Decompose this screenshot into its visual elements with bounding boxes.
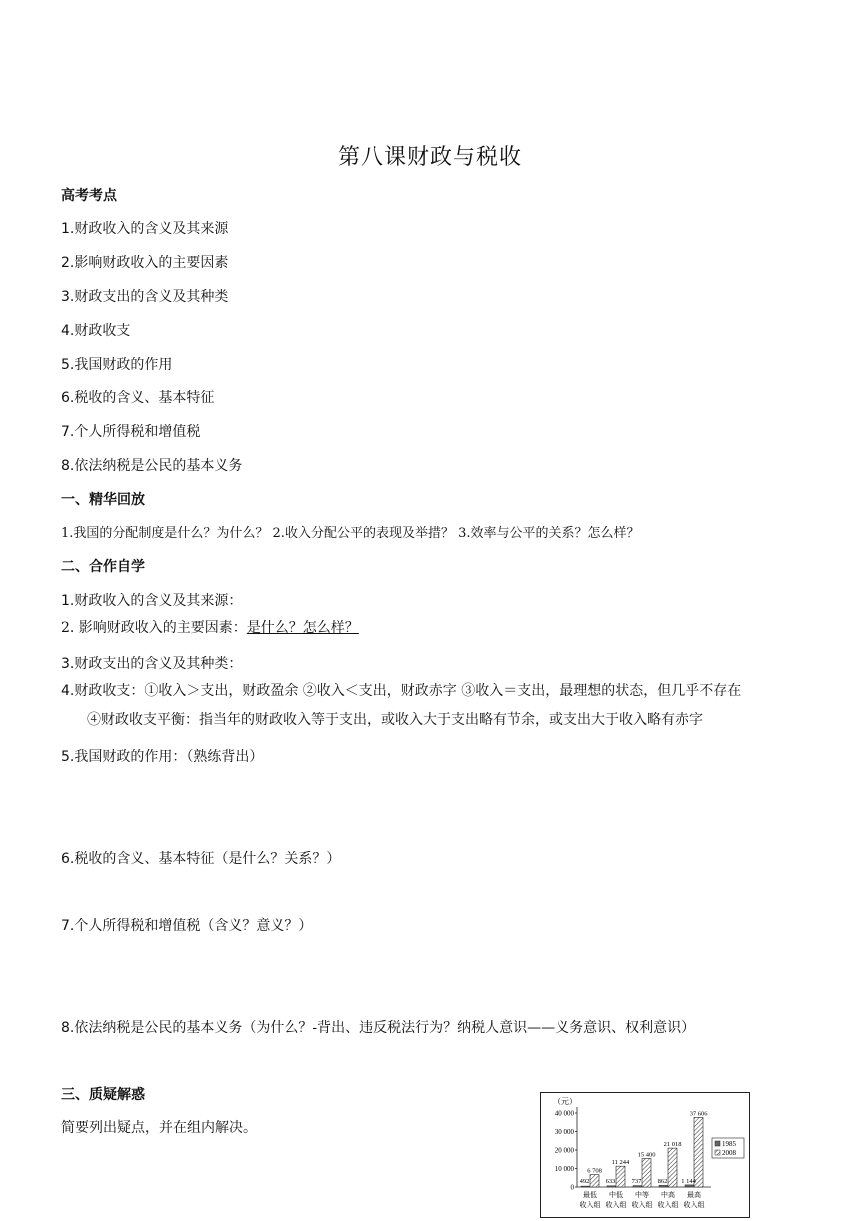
section2-heading: 二、合作自学 <box>61 559 145 575</box>
kaodian-item-text: 个人所得税和增值税 <box>74 424 201 440</box>
q7-number: 7. <box>61 918 75 934</box>
q3-text: 财政支出的含义及其种类： <box>74 656 243 672</box>
kaodian-heading: 高考考点 <box>61 188 117 204</box>
data-label-2008: 37 606 <box>689 1110 708 1118</box>
legend-swatch-2008 <box>715 1150 720 1155</box>
q4-number: 4. <box>61 683 75 699</box>
section1-questions: 1.我国的分配制度是什么？为什么？ 2.收入分配公平的表现及举措？ 3.效率与公平的关系？怎么样？ <box>61 526 640 541</box>
data-label-1985: 633 <box>605 1178 616 1185</box>
legend-swatch-1985 <box>715 1141 720 1146</box>
chart-svg <box>541 1093 749 1217</box>
bar-1985 <box>581 1186 590 1187</box>
kaodian-item-text: 依法纳税是公民的基本义务 <box>74 458 243 474</box>
category-label-line1: 最高 <box>687 1191 701 1199</box>
q3-item <box>61 653 242 673</box>
category-label-line2: 收入组 <box>605 1201 627 1209</box>
kaodian-item-text: 影响财政收入的主要因素 <box>74 255 229 271</box>
section3-text: 简要列出疑点，并在组内解决。 <box>61 1120 257 1136</box>
q5-number: 5. <box>61 749 75 765</box>
data-label-2008: 6 708 <box>587 1167 602 1175</box>
legend-label-1985: 1985 <box>722 1140 736 1148</box>
q1-item <box>61 590 242 610</box>
kaodian-item-number: 8. <box>61 458 75 474</box>
q2-item <box>61 617 359 637</box>
q1-number: 1. <box>61 593 75 609</box>
q2-underlined-prompt: 是什么？怎么样？ <box>246 620 359 636</box>
kaodian-item <box>61 387 214 407</box>
q6-number: 6. <box>61 851 75 867</box>
bar-1985 <box>633 1186 642 1187</box>
q5-text: 我国财政的作用：（熟练背出） <box>74 749 264 765</box>
kaodian-item-number: 6. <box>61 390 75 406</box>
y-tick-label: 10 000 <box>554 1165 574 1173</box>
kaodian-item-number: 1. <box>61 221 75 237</box>
data-label-1985: 1 144 <box>681 1178 696 1185</box>
category-label-line1: 中低 <box>609 1191 623 1199</box>
kaodian-item-text: 财政收支 <box>74 323 131 339</box>
category-label-line1: 中高 <box>661 1191 675 1199</box>
category-label-line2: 收入组 <box>657 1201 679 1209</box>
data-label-2008: 15 400 <box>637 1151 656 1159</box>
data-label-1985: 862 <box>657 1178 668 1185</box>
data-label-2008: 11 244 <box>611 1159 630 1167</box>
q2-prefix: 2. 影响财政收入的主要因素： <box>61 620 247 636</box>
section3-heading: 三、质疑解惑 <box>61 1087 145 1103</box>
data-label-1985: 492 <box>579 1178 590 1185</box>
category-label-line2: 收入组 <box>631 1201 653 1209</box>
q5-item <box>61 746 263 766</box>
kaodian-item-number: 2. <box>61 255 75 271</box>
income-bar-chart <box>540 1092 750 1218</box>
q7-item <box>61 915 312 935</box>
q3-number: 3. <box>61 656 75 672</box>
kaodian-item <box>61 455 242 475</box>
bar-2008 <box>642 1159 651 1187</box>
kaodian-item-text: 税收的含义、基本特征 <box>74 390 215 406</box>
q8-text: 依法纳税是公民的基本义务（为什么？-背出、违反税法行为？纳税人意识——义务意识、权利意识） <box>74 1020 696 1036</box>
kaodian-item <box>61 354 172 374</box>
q7-text: 个人所得税和增值税（含义？意义？） <box>74 918 313 934</box>
y-tick-label: 0 <box>570 1183 574 1192</box>
q1-text: 财政收入的含义及其来源： <box>74 593 243 609</box>
q4-line1: 财政收支：①收入＞支出，财政盈余 ②收入＜支出，财政赤字 ③收入＝支出，最理想的状态，但几乎不存在 <box>74 683 742 699</box>
bar-1985 <box>685 1185 694 1187</box>
kaodian-item-number: 4. <box>61 323 75 339</box>
bar-2008 <box>694 1117 703 1187</box>
category-label-line1: 中等 <box>635 1191 649 1199</box>
kaodian-item-text: 财政支出的含义及其种类 <box>74 289 229 305</box>
bar-1985 <box>607 1186 616 1187</box>
kaodian-item <box>61 320 130 340</box>
y-tick-label: 40 000 <box>554 1109 574 1118</box>
bar-1985 <box>659 1185 668 1187</box>
legend-label-2008: 2008 <box>722 1149 736 1157</box>
bar-2008 <box>616 1166 625 1187</box>
kaodian-item <box>61 218 228 238</box>
kaodian-item-text: 我国财政的作用 <box>74 357 173 373</box>
category-label-line1: 最低 <box>583 1191 597 1199</box>
q8-number: 8. <box>61 1020 75 1036</box>
bar-2008 <box>668 1148 677 1187</box>
bar-2008 <box>590 1175 599 1187</box>
kaodian-item-number: 7. <box>61 424 75 440</box>
q4-line2: ④财政收支平衡：指当年的财政收入等于支出，或收入大于支出略有节余，或支出大于收入略有赤字 <box>87 712 703 728</box>
data-label-2008: 21 018 <box>663 1141 682 1149</box>
y-tick-label: 30 000 <box>554 1128 574 1136</box>
q8-item <box>61 1017 695 1037</box>
kaodian-item-number: 5. <box>61 357 75 373</box>
category-label-line2: 收入组 <box>579 1201 601 1209</box>
q6-item <box>61 848 340 868</box>
q4-item <box>61 680 741 700</box>
kaodian-item <box>61 421 200 441</box>
chart-unit-label: （元） <box>553 1097 577 1106</box>
page-title: 第八课财政与税收 <box>337 145 522 170</box>
kaodian-item-number: 3. <box>61 289 75 305</box>
kaodian-item <box>61 252 228 272</box>
y-tick-label: 20 000 <box>554 1146 574 1155</box>
data-label-1985: 737 <box>631 1178 642 1185</box>
kaodian-item <box>61 286 228 306</box>
category-label-line2: 收入组 <box>683 1201 705 1209</box>
q6-text: 税收的含义、基本特征（是什么？关系？） <box>74 851 341 867</box>
section1-heading: 一、精华回放 <box>61 492 145 508</box>
kaodian-item-text: 财政收入的含义及其来源 <box>74 221 229 237</box>
